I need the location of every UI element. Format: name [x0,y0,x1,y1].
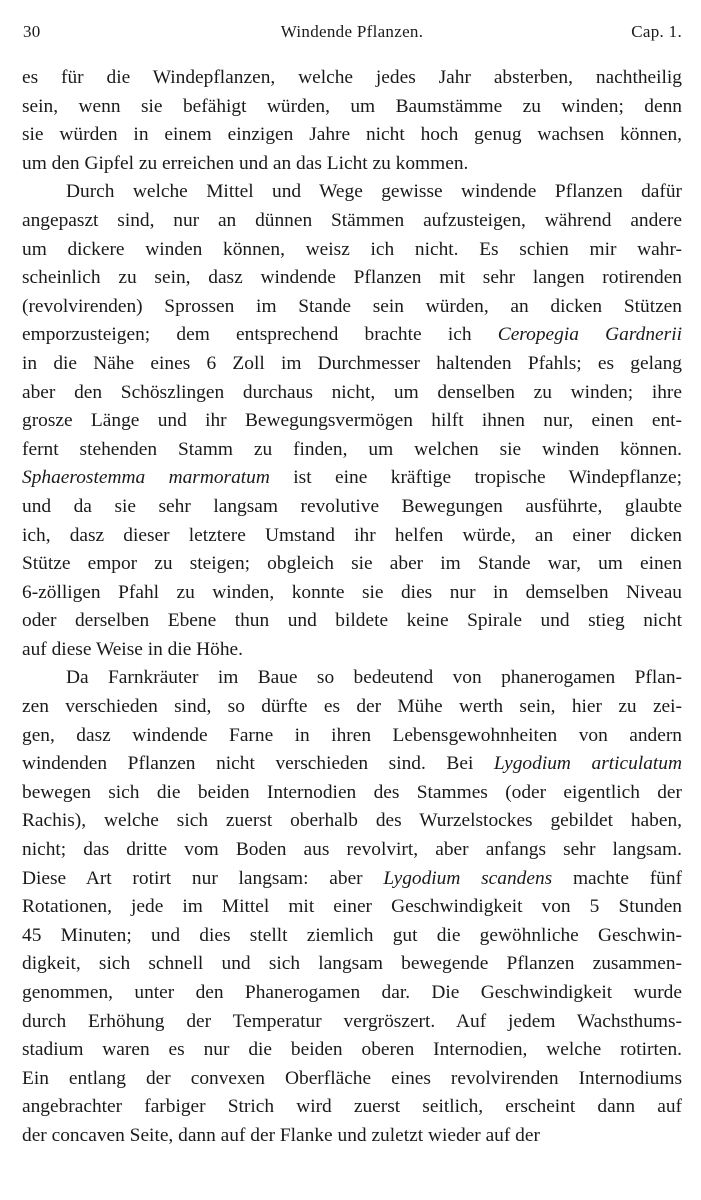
text-segment: durch Erhöhung der Temperatur vergröszert. Auf jedem Wachsthums- [22,1010,682,1032]
text-line [22,836,682,865]
text-segment: in die Nähe eines 6 Zoll im Durchmesser haltenden Pfahls; es gelang [22,352,682,374]
text-line [22,693,682,722]
text-line [22,550,682,579]
text-segment: ist eine kräftige tropische Windepflanze; [269,467,682,489]
text-line [22,664,682,693]
text-line [22,236,682,265]
text-segment: Rotationen, jede im Mittel mit einer Geschwindigkeit von 5 Stunden [22,896,682,918]
italic-text: Lygodium scandens [383,867,553,889]
text-line [22,178,682,207]
text-line [22,607,682,636]
text-line [22,493,682,522]
text-line [22,121,682,150]
text-segment: oder derselben Ebene thun und bildete keine Spirale und stieg nicht [22,610,682,632]
text-line [22,722,682,751]
text-line [22,150,682,179]
text-segment: der concaven Seite, dann auf der Flanke und zuletzt wieder auf der [22,1124,540,1146]
text-segment: scheinlich zu sein, dasz windende Pflanzen mit sehr langen rotirenden [22,267,682,289]
text-line [22,1093,682,1122]
text-line [22,407,682,436]
text-line [22,350,682,379]
text-segment: windenden Pflanzen nicht verschieden sind. Bei [22,753,494,775]
text-segment: Stütze empor zu steigen; obgleich sie aber im Stande war, um einen [22,553,682,575]
text-segment: bewegen sich die beiden Internodien des Stammes (oder eigentlich der [22,781,682,803]
text-segment: genommen, unter den Phanerogamen dar. Die Geschwindigkeit wurde [22,982,682,1003]
text-line [22,779,682,808]
text-segment: auf diese Weise in die Höhe. [22,638,244,660]
text-segment: und da sie sehr langsam revolutive Bewegungen ausführte, glaubte [22,495,682,517]
text-segment: sein, wenn sie befähigt würden, um Baumstämme zu winden; denn [22,95,682,117]
paragraph [22,64,682,178]
paragraph [22,178,682,664]
text-line [22,636,682,665]
text-line [22,893,682,922]
text-line [22,464,682,493]
text-line [22,207,682,236]
text-line [22,1036,682,1065]
text-segment: aber den Schöszlingen durchaus nicht, um denselben zu winden; ihre [22,381,682,403]
text-segment: nicht; das dritte vom Boden aus revolvirt, aber anfangs sehr langsam. [22,839,682,861]
text-segment: zen verschieden sind, so dürfte es der Mühe werth sein, hier zu zei- [22,696,682,718]
text-segment: fernt stehenden Stamm zu finden, um welchen sie winden können. [22,438,682,460]
text-line [22,807,682,836]
text-line [22,1008,682,1037]
text-segment: Durch welche Mittel und Wege gewisse windende Pflanzen dafür [66,181,682,203]
text-line [22,293,682,322]
italic-text: Ceropegia Gardnerii [497,324,682,346]
text-segment: gen, dasz windende Farne in ihren Lebensgewohnheiten von andern [22,724,682,746]
text-line [22,750,682,779]
text-line [22,1122,682,1151]
text-segment: digkeit, sich schnell und sich langsam bewegende Pflanzen zusammen- [22,953,682,975]
text-segment: angepaszt sind, nur an dünnen Stämmen aufzusteigen, während andere [22,209,682,231]
text-line [22,865,682,894]
text-line [22,93,682,122]
text-line [22,64,682,93]
text-segment: 45 Minuten; und dies stellt ziemlich gut die gewöhnliche Geschwin- [22,924,682,946]
text-line [22,922,682,951]
text-line [22,579,682,608]
italic-text: Sphaerostemma marmoratum [22,467,270,489]
text-segment: angebrachter farbiger Strich wird zuerst seitlich, erscheint dann auf [22,1096,682,1118]
page-number: 30 [23,22,41,41]
paragraph [22,664,682,1150]
text-segment: (revolvirenden) Sprossen im Stande sein würden, an dicken Stützen [22,295,682,317]
body-text [22,64,682,1151]
text-segment: grosze Länge und ihr Bewegungsvermögen hilft ihnen nur, einen ent- [22,410,682,432]
text-line [22,522,682,551]
text-segment: Da Farnkräuter im Baue so bedeutend von phanerogamen Pflan- [66,667,682,689]
running-title: Windende Pflanzen. [280,22,424,41]
text-segment: sie würden in einem einzigen Jahre nicht hoch genug wachsen können, [22,124,682,146]
text-segment: Diese Art rotirt nur langsam: aber [22,867,384,889]
text-segment: Ein entlang der convexen Oberfläche eines revolvirenden Internodiums [22,1067,682,1089]
page-header [22,22,682,46]
text-line [22,264,682,293]
text-line [22,321,682,350]
text-segment: 6-zölligen Pfahl zu winden, konnte sie dies nur in demselben Niveau [22,581,682,603]
text-line [22,1065,682,1094]
text-segment: emporzusteigen; dem entsprechend brachte ich [22,324,498,346]
text-segment: um dickere winden können, weisz ich nicht. Es schien mir wahr- [22,238,682,260]
book-page [22,0,682,1200]
italic-text: Lygodium articulatum [493,753,682,775]
text-segment: es für die Windepflanzen, welche jedes Jahr absterben, nachtheilig [22,67,682,88]
text-segment: machte fünf [552,867,682,889]
chapter-label: Cap. 1. [631,22,682,41]
text-line [22,979,682,1008]
text-segment: Rachis), welche sich zuerst oberhalb des Wurzelstockes gebildet haben, [22,810,682,832]
text-line [22,436,682,465]
text-segment: um den Gipfel zu erreichen und an das Licht zu kommen. [22,152,469,174]
text-segment: stadium waren es nur die beiden oberen Internodien, welche rotirten. [22,1039,682,1061]
text-line [22,950,682,979]
text-segment: ich, dasz dieser letztere Umstand ihr helfen würde, an einer dicken [22,524,682,546]
text-line [22,379,682,408]
